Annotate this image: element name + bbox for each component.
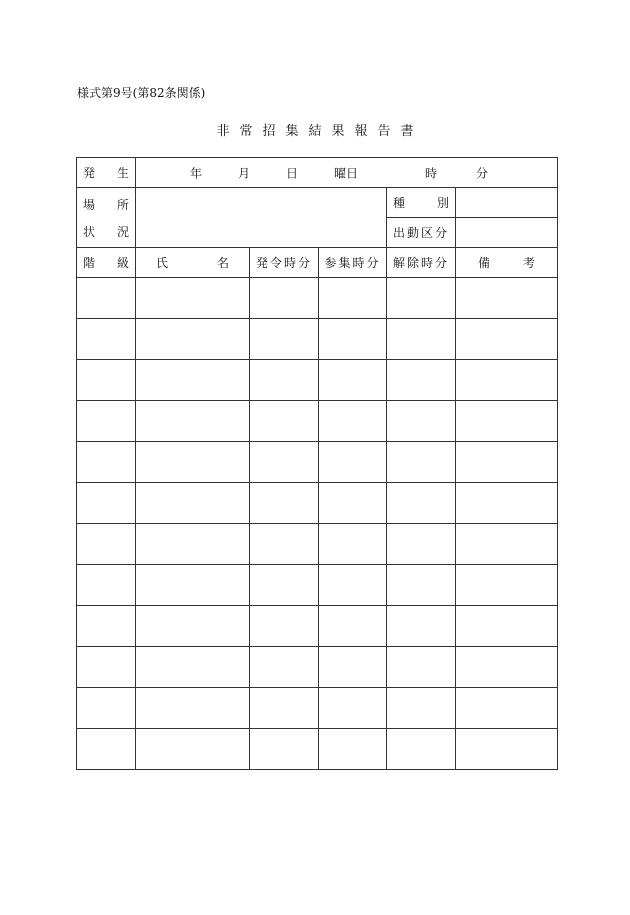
release-time-cell[interactable]	[387, 565, 456, 606]
issue-time-cell[interactable]	[250, 483, 319, 524]
assemble-time-cell[interactable]	[319, 565, 387, 606]
issue-time-cell[interactable]	[250, 647, 319, 688]
remarks-cell[interactable]	[456, 729, 558, 770]
rank-header: 階 級	[77, 248, 136, 278]
issue-time-cell[interactable]	[250, 319, 319, 360]
assemble-time-cell[interactable]	[319, 483, 387, 524]
issue-time-cell[interactable]	[250, 278, 319, 319]
release-time-cell[interactable]	[387, 688, 456, 729]
rank-cell[interactable]	[77, 442, 136, 483]
column-header-row	[77, 248, 558, 278]
type-label: 種 別	[387, 188, 456, 218]
assemble-time-cell[interactable]	[319, 729, 387, 770]
remarks-cell[interactable]	[456, 647, 558, 688]
name-cell[interactable]	[136, 565, 250, 606]
rank-cell[interactable]	[77, 319, 136, 360]
name-cell[interactable]	[136, 483, 250, 524]
name-cell[interactable]	[136, 319, 250, 360]
day-label: 日	[286, 166, 299, 180]
release-time-cell[interactable]	[387, 401, 456, 442]
table-row	[77, 606, 558, 647]
report-table	[76, 157, 558, 770]
occurrence-row	[77, 158, 558, 188]
rank-cell[interactable]	[77, 606, 136, 647]
issue-time-cell[interactable]	[250, 401, 319, 442]
dispatch-label: 出動区分	[387, 218, 456, 248]
occurrence-datetime-field[interactable]	[136, 158, 558, 188]
issue-time-cell[interactable]	[250, 442, 319, 483]
assemble-time-cell[interactable]	[319, 278, 387, 319]
assemble-time-cell[interactable]	[319, 442, 387, 483]
rank-cell[interactable]	[77, 360, 136, 401]
release-time-cell[interactable]	[387, 278, 456, 319]
remarks-cell[interactable]	[456, 442, 558, 483]
table-row	[77, 524, 558, 565]
issue-time-cell[interactable]	[250, 729, 319, 770]
table-row	[77, 483, 558, 524]
name-cell[interactable]	[136, 688, 250, 729]
release-time-cell[interactable]	[387, 442, 456, 483]
release-time-cell[interactable]	[387, 606, 456, 647]
rank-cell[interactable]	[77, 688, 136, 729]
release-time-cell[interactable]	[387, 647, 456, 688]
release-time-cell[interactable]	[387, 729, 456, 770]
name-header: 氏 名	[136, 248, 250, 278]
release-time-cell[interactable]	[387, 319, 456, 360]
name-cell[interactable]	[136, 606, 250, 647]
issue-time-cell[interactable]	[250, 606, 319, 647]
document-title: 非常招集結果報告書	[216, 124, 424, 139]
name-cell[interactable]	[136, 401, 250, 442]
remarks-cell[interactable]	[456, 688, 558, 729]
table-row	[77, 565, 558, 606]
assemble-time-header: 参集時分	[319, 248, 387, 278]
rank-cell[interactable]	[77, 729, 136, 770]
location-row-1	[77, 188, 558, 218]
assemble-time-cell[interactable]	[319, 360, 387, 401]
hour-label: 時	[425, 166, 438, 180]
release-time-cell[interactable]	[387, 483, 456, 524]
name-cell[interactable]	[136, 360, 250, 401]
rank-cell[interactable]	[77, 401, 136, 442]
assemble-time-cell[interactable]	[319, 647, 387, 688]
location-status-field[interactable]	[136, 188, 387, 248]
issue-time-header: 発令時分	[250, 248, 319, 278]
year-label: 年	[190, 166, 203, 180]
table-row	[77, 647, 558, 688]
table-row	[77, 688, 558, 729]
rank-cell[interactable]	[77, 483, 136, 524]
remarks-cell[interactable]	[456, 319, 558, 360]
rank-cell[interactable]	[77, 278, 136, 319]
assemble-time-cell[interactable]	[319, 401, 387, 442]
remarks-cell[interactable]	[456, 401, 558, 442]
remarks-cell[interactable]	[456, 524, 558, 565]
assemble-time-cell[interactable]	[319, 688, 387, 729]
occurrence-label: 発 生	[77, 158, 136, 188]
name-cell[interactable]	[136, 729, 250, 770]
name-cell[interactable]	[136, 524, 250, 565]
table-row	[77, 442, 558, 483]
assemble-time-cell[interactable]	[319, 524, 387, 565]
table-row	[77, 278, 558, 319]
assemble-time-cell[interactable]	[319, 606, 387, 647]
issue-time-cell[interactable]	[250, 360, 319, 401]
issue-time-cell[interactable]	[250, 688, 319, 729]
weekday-label: 曜日	[334, 166, 359, 180]
remarks-cell[interactable]	[456, 483, 558, 524]
rank-cell[interactable]	[77, 647, 136, 688]
location-status-label: 場 所 状 況	[77, 188, 136, 248]
remarks-header: 備 考	[456, 248, 558, 278]
remarks-cell[interactable]	[456, 565, 558, 606]
issue-time-cell[interactable]	[250, 565, 319, 606]
remarks-cell[interactable]	[456, 360, 558, 401]
rank-cell[interactable]	[77, 524, 136, 565]
remarks-cell[interactable]	[456, 606, 558, 647]
release-time-cell[interactable]	[387, 360, 456, 401]
release-time-cell[interactable]	[387, 524, 456, 565]
dispatch-field[interactable]	[456, 218, 558, 248]
name-cell[interactable]	[136, 442, 250, 483]
remarks-cell[interactable]	[456, 278, 558, 319]
name-cell[interactable]	[136, 278, 250, 319]
type-field[interactable]	[456, 188, 558, 218]
table-row	[77, 360, 558, 401]
name-cell[interactable]	[136, 647, 250, 688]
table-row	[77, 401, 558, 442]
assemble-time-cell[interactable]	[319, 319, 387, 360]
minute-label: 分	[476, 166, 489, 180]
table-row	[77, 319, 558, 360]
month-label: 月	[238, 166, 251, 180]
table-row	[77, 729, 558, 770]
release-time-header: 解除時分	[387, 248, 456, 278]
issue-time-cell[interactable]	[250, 524, 319, 565]
rank-cell[interactable]	[77, 565, 136, 606]
form-number: 様式第9号(第82条関係)	[77, 86, 206, 100]
